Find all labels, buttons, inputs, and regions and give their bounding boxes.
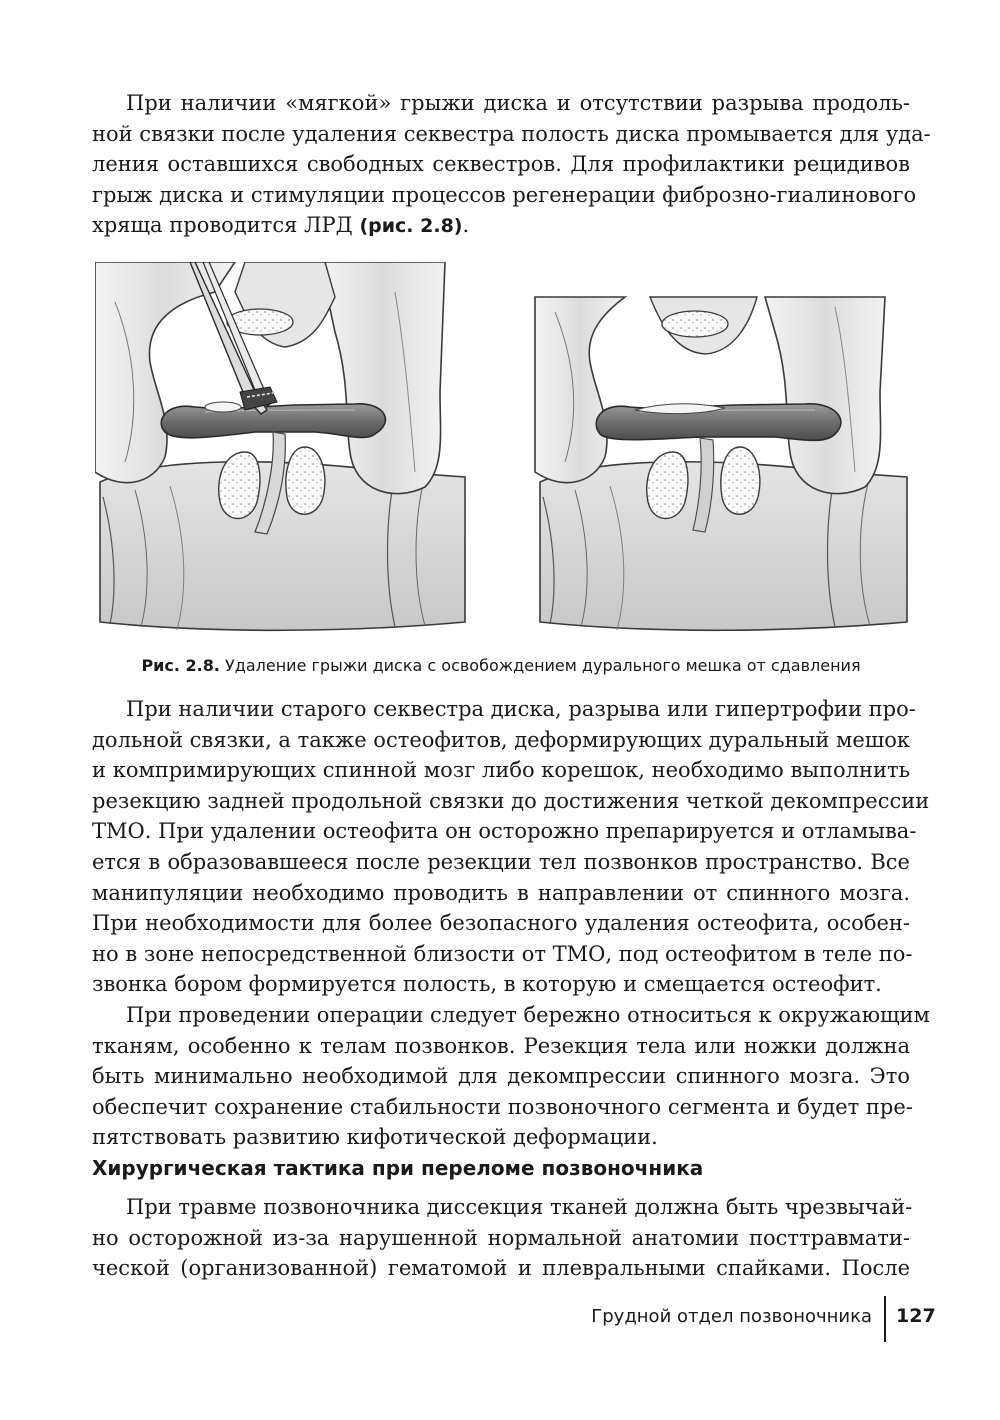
text-line: ТМО. При удалении остеофита он осторожно препарируется и отламыва- — [92, 819, 917, 844]
caption-label: Рис. 2.8. — [141, 656, 220, 675]
text-line: манипуляции необходимо проводить в направлении от спинного мозга. — [92, 880, 910, 905]
paragraph-careful-tissue — [92, 1000, 930, 1153]
text-line: При наличии «мягкой» грыжи диска и отсутствии разрыва продоль- — [126, 91, 910, 115]
text-line: При проведении операции следует бережно относиться к окружающим — [126, 1003, 930, 1027]
text-line: ной связки после удаления секвестра полость диска промывается для уда- — [92, 121, 931, 146]
text-line: При наличии старого секвестра диска, разрыва или гипертрофии про- — [126, 697, 916, 721]
text-line: резекцию задней продольной связки до достижения четкой декомпрессии — [92, 788, 930, 813]
text-line: ческой (организованной) гематомой и плевральными спайками. После — [92, 1256, 910, 1281]
paragraph-fracture-trauma — [92, 1192, 913, 1284]
figure-2-8-illustration — [95, 262, 910, 640]
section-heading: Хирургическая тактика при переломе позвоночника — [92, 1156, 704, 1180]
figure-reference: (рис. 2.8) — [359, 215, 463, 238]
text-line: дольной связки, а также остеофитов, деформирующих дуральный мешок — [92, 727, 911, 752]
text-line: но в зоне непосредственной близости от ТМО, под остеофитом в теле по- — [92, 941, 913, 966]
text-line: пятствовать развитию кифотической деформации. — [92, 1125, 658, 1150]
text-line: быть минимально необходимой для декомпрессии спинного мозга. Это — [92, 1064, 910, 1089]
text-line: но осторожной из-за нарушенной нормальной анатомии посттравмати- — [92, 1225, 910, 1250]
text-line: обеспечит сохранение стабильности позвоночного сегмента и будет пре- — [92, 1094, 913, 1119]
sentence-period: . — [462, 213, 470, 238]
text-line — [92, 210, 910, 242]
paragraph-soft-hernia — [92, 88, 931, 242]
text-line: При травме позвоночника диссекция тканей должна быть чрезвычай- — [126, 1195, 913, 1219]
panel-right-decompressed — [535, 297, 910, 640]
text-line: тканям, особенно к телам позвонков. Резекция тела или ножки должна — [92, 1033, 910, 1058]
text-line: ется в образовавшееся после резекции тел позвонков пространство. Все — [92, 849, 910, 874]
running-title: Грудной отдел позвоночника — [591, 1306, 872, 1327]
text-line: При необходимости для более безопасного удаления остеофита, особен- — [92, 911, 910, 936]
text-line: звонка бором формируется полость, в которую и смещается остеофит. — [92, 972, 882, 997]
text-line: и компримирующих спинной мозг либо корешок, необходимо выполнить — [92, 758, 910, 783]
text-line: грыж диска и стимуляции процессов регенерации фиброзно-гиалинового — [92, 182, 917, 207]
page-number: 127 — [896, 1305, 936, 1327]
text-line-content: хряща проводится ЛРД — [92, 213, 360, 238]
caption-text: Удаление грыжи диска с освобождением дурального мешка от сдавления — [219, 656, 861, 675]
panel-left-sequester-removal — [95, 262, 465, 640]
figure-caption — [92, 656, 910, 675]
footer-divider — [884, 1296, 886, 1342]
paragraph-old-sequester — [92, 694, 930, 1000]
text-line: ления оставшихся свободных секвестров. Для профилактики рецидивов — [92, 152, 910, 177]
